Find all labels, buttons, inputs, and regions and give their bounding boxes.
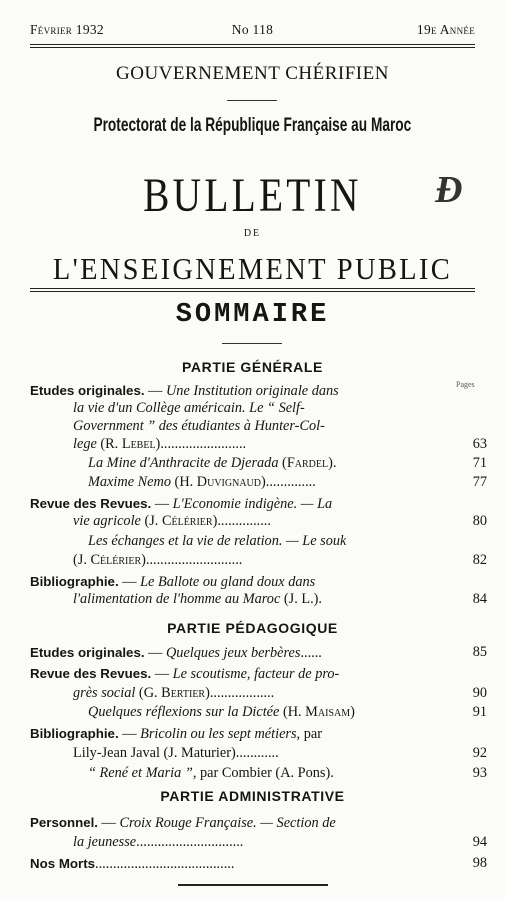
line-plain: par [300,726,322,742]
pages-label: Pages [456,380,475,389]
page-number: 90 [472,685,487,701]
header-rule [30,44,475,45]
page-number: 80 [472,513,487,529]
line-dots: ........................... [145,552,243,568]
page-number: 93 [472,765,487,781]
page-number: 84 [472,591,487,607]
line-sep: — [151,496,173,512]
page-number: 85 [472,644,487,660]
line-lead: Revue des Revues. [30,666,152,681]
line-text: vie agricole [73,513,141,529]
bottom-rule [178,884,328,886]
line-lead: Etudes originales. [30,645,145,660]
line-text: la jeunesse [73,834,137,850]
line-sep: — [151,666,173,682]
line-lead: Bibliographie. [30,726,119,741]
logo-mark: Ɖ [435,169,463,211]
line-author: (J. Célérier) [140,513,218,529]
line-author: (H. Maisam) [279,704,355,720]
line-text: Government ” des étudiantes à Hunter-Col- [73,418,325,434]
line-sep: — [97,815,120,831]
line-author: (J. Célérier) [73,552,146,568]
line-lead: Nos Morts [30,856,96,871]
issue-number: No 118 [231,22,274,37]
bulletin-title: BULLETIN [143,169,362,222]
ornament-rule [227,100,277,101]
line-text: Maxime Nemo [88,474,171,490]
line-dots: .................. [209,685,275,701]
line-text: la vie d'un Collège américain. Le “ Self- [73,400,305,416]
government-line: GOUVERNEMENT CHÉRIFIEN [116,63,389,84]
line-text: Quelques jeux berbères [165,645,301,661]
line-dots: ...... [300,645,322,661]
line-dots: ....................................... [95,856,235,872]
page-number: 77 [472,474,487,490]
line-text: Les échanges et la vie de relation. — Le souk [88,533,347,549]
page-number: 92 [472,745,487,761]
header-rule-2 [30,47,475,48]
line-dots: .............. [265,474,316,490]
line-text: Bricolin ou les sept métiers, [140,726,301,742]
line-sep: — [144,383,166,399]
line-author: (J. L.). [280,591,323,607]
page-number: 94 [472,834,487,850]
line-text: “ René et Maria ”, [88,765,197,781]
masthead-rule-2 [30,291,475,292]
line-text: La Mine d'Anthracite de Djerada [88,455,279,471]
page-number: 98 [472,855,487,871]
line-text: l'alimentation de l'homme au Maroc [73,591,281,607]
line-text: lege [73,436,97,452]
line-text: Une Institution originale dans [165,383,339,399]
section-administrative: PARTIE ADMINISTRATIVE [160,788,345,804]
line-dots: ............... [217,513,271,529]
line-text: L'Economie indigène. — La [172,496,333,512]
contents-title: SOMMAIRE [175,300,330,330]
line-lead: Revue des Revues. [30,496,152,511]
line-dots: ........................ [160,436,247,452]
line-sep: — [118,726,141,742]
page-number: 91 [472,704,487,720]
page-number: 63 [472,436,487,452]
line-dots: .............................. [136,834,244,850]
line-plain: Lily-Jean Javal (J. Maturier) [73,745,236,761]
section-pedagogique: PARTIE PÉDAGOGIQUE [167,620,338,636]
line-lead: Etudes originales. [30,383,145,398]
line-text: Le Ballote ou gland doux dans [140,574,316,590]
line-sep: — [118,574,141,590]
protectorate-line: Protectorat de la République Française au Maroc [93,115,412,136]
issue-date: Février 1932 [30,22,104,37]
subtitle: L'ENSEIGNEMENT PUBLIC [52,251,453,286]
line-text: Quelques réflexions sur la Dictée [88,704,280,720]
line-text: Le scoutisme, facteur de pro- [172,666,340,682]
line-author: (H. Duvignaud) [170,474,266,490]
line-author: (Fardel). [278,455,337,471]
line-lead: Personnel. [30,815,98,830]
page-number: 82 [472,552,487,568]
line-lead: Bibliographie. [30,574,119,589]
line-text: Croix Rouge Française. — Section de [119,815,336,831]
line-sep: — [144,645,166,661]
masthead-rule [30,288,475,289]
line-dots: ............ [235,745,279,761]
line-author: (G. Bertier) [135,685,210,701]
page-number: 71 [472,455,487,471]
title-de: DE [243,228,262,239]
issue-year: 19e Année [416,22,475,37]
contents-rule [222,343,282,344]
line-author: (R. Lebel) [96,436,161,452]
line-plain: par Combier (A. Pons). [196,765,334,781]
line-text: grès social [73,685,136,701]
section-generale: PARTIE GÉNÉRALE [182,359,323,375]
